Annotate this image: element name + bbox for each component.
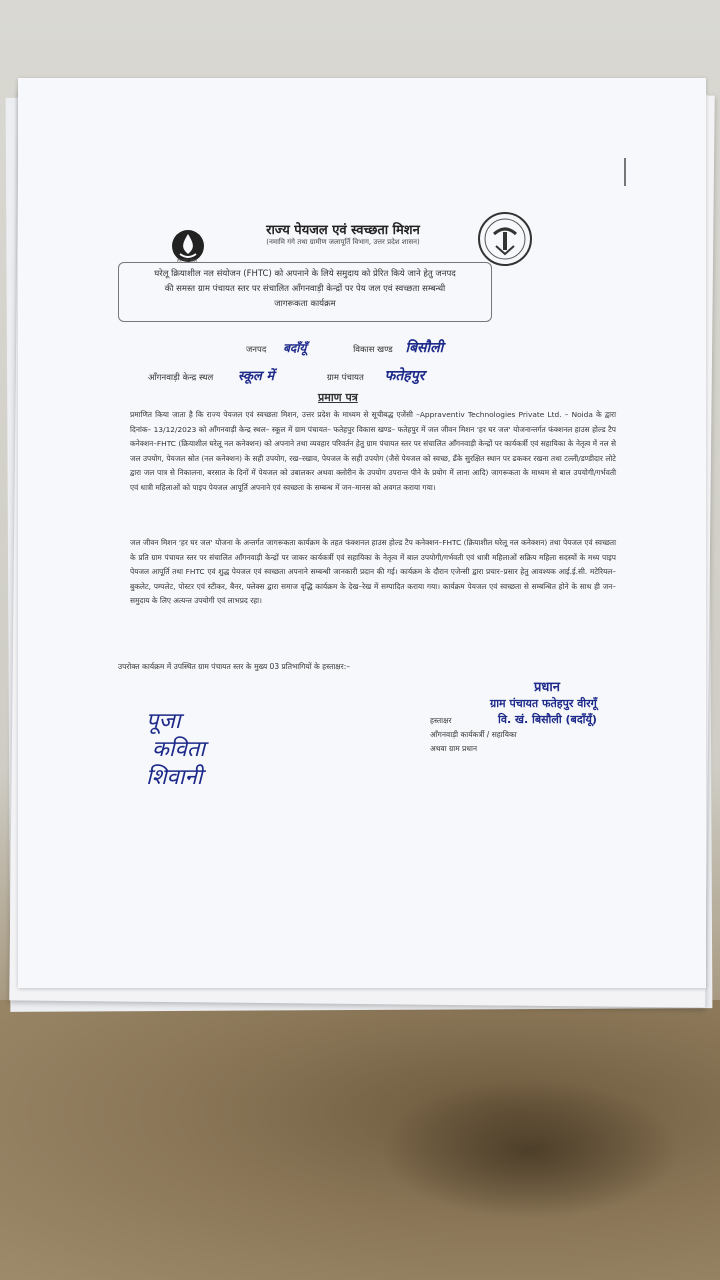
mission-subtitle: (नमामि गंगे तथा ग्रामीण जलापूर्ति विभाग, उत्तर प्रदेश शासन) bbox=[266, 238, 420, 246]
staple-icon bbox=[624, 158, 632, 186]
participant-signature: शिवानी bbox=[146, 765, 203, 790]
janpad-row bbox=[246, 338, 443, 357]
participant-signature: कविता bbox=[152, 737, 206, 762]
certificate-document bbox=[18, 78, 706, 988]
janpad-value: बदाँयूँ bbox=[283, 341, 307, 355]
up-government-emblem-icon bbox=[476, 210, 534, 268]
stamp-line-3: वि. खं. बिसौली (बदाँयूँ) bbox=[498, 713, 597, 726]
gram-panchayat-value: फतेहपुर bbox=[384, 368, 425, 384]
participant-signature: पूजा bbox=[146, 709, 181, 734]
certificate-paragraph-2: जल जीवन मिशन 'हर घर जल' योजना के अन्तर्गत जागरूकता कार्यक्रम के तहत फंक्शनल हाउस होल्ड टैप कनेक्शन–FHTC (क्रियाशील घरेलू नल कनेक्शन) तथा पेयजल एवं स्वच्छता के प्रति ग्राम पंचायत स्तर पर संचालित आँगनवाड़ी केन्द्रों पर जाकर कार्यकर्त्री एवं सहायिका के नेतृत्व में बाल उपयोगी/गर्भवती एवं धात्री महिलाओं सक्रिय महिला सदस्यों के मध्य पाइप पेयजल आपूर्ति तथा FHTC एवं शुद्ध पेयजल एवं स्वच्छता अपनाने सम्बन्धी जानकारी प्रदान की गई। कार्यक्रम के दौरान एजेन्सी द्वारा प्रचार–प्रसार हेतु आवश्यक आई.ई.सी. मटेरियल–बुकलेट, पम्पलेट, पोस्टर एवं स्टीकर, बैनर, फ्लेक्स द्वारा समाज वृद्धि कार्यक्रम के देख–रेख में सम्पादित कराया गया। कार्यक्रम पेयजल एवं स्वच्छता से सम्बन्धित होने के साथ ही जन–समुदाय के लिए अत्यन्त उपयोगी एवं लाभप्रद रहा। bbox=[130, 538, 616, 606]
logo-caption: हर घर जल bbox=[177, 258, 197, 264]
stamp-line-1: प्रधान bbox=[534, 680, 560, 695]
program-line-1: घरेलू क्रियाशील नल संयोजन (FHTC) को अपनाने के लिये समुदाय को प्रेरित किये जाने हेतु जनपद bbox=[154, 269, 456, 279]
soil-patch bbox=[380, 1080, 680, 1220]
signatory-label: आँगनवाड़ी कार्यकर्त्री / सहायिका bbox=[430, 730, 517, 739]
vikas-khand-label: विकास खण्ड bbox=[353, 345, 393, 355]
signatory-label: अथवा ग्राम प्रधान bbox=[430, 744, 478, 753]
participants-note: उपरोक्त कार्यक्रम में उपस्थित ग्राम पंचायत स्तर के मुख्य 03 प्रतिभागियों के हस्ताक्षर:– bbox=[118, 662, 351, 671]
janpad-label: जनपद bbox=[246, 345, 267, 355]
participant-signatures bbox=[146, 708, 205, 792]
ground-background bbox=[0, 1000, 720, 1280]
anganwadi-value: स्कूल में bbox=[237, 369, 275, 384]
anganwadi-label: आँगनवाड़ी केन्द्र स्थल bbox=[148, 373, 214, 383]
certificate-title: प्रमाण पत्र bbox=[318, 391, 358, 404]
program-line-3: जागरूकता कार्यक्रम bbox=[274, 299, 336, 309]
gram-panchayat-label: ग्राम पंचायत bbox=[326, 373, 364, 383]
mission-title: राज्य पेयजल एवं स्वच्छता मिशन bbox=[266, 223, 420, 238]
pradhan-stamp bbox=[474, 680, 597, 728]
program-description-box bbox=[118, 262, 492, 322]
anganwadi-row bbox=[148, 366, 424, 385]
vikas-khand-value: बिसौली bbox=[405, 340, 444, 356]
certificate-paragraph-1: प्रमाणित किया जाता है कि राज्य पेयजल एवं स्वच्छता मिशन, उत्तर प्रदेश के माध्यम से सूचीबद्ध एजेंसी –Appraventiv Technologies Private Ltd. – Noida के द्वारा दिनांक– 13/12/2023 को आँगनवाड़ी केन्द्र स्थल– स्कूल में ग्राम पंचायत– फतेहपुर विकास खण्ड– फतेहपुर में जल जीवन मिशन 'हर घर जल' योजनान्तर्गत फंक्शनल हाउस होल्ड टैप कनेक्शन–FHTC (क्रियाशील घरेलू नल कनेक्शन) को अपनाने तथा व्यवहार परिवर्तन हेतु ग्राम पंचायत स्तर पर संचालित आँगनवाड़ी केन्द्रों पर कार्यकर्त्री एवं सहायिका के नेतृत्व में नल से जल उपयोग, पेयजल स्रोत (नल कनेक्शन) के सही उपयोग, रख–रखाव, पेयजल के सही उपयोग (जैसे पेयजल को स्वच्छ, ढँके सुरक्षित स्थान पर ढककर रखना तथा टल्ली/डण्डीदार लोटे द्वारा जल पात्र से निकालना, बरसात के दिनों में पेयजल को उबालकर अथवा क्लोरीन के उपयोग उपरान्त पीने के प्रयोग में लाना आदि) जागरूकता के माध्यम से बाल उपयोगी/गर्भवती एवं धात्री महिलाओं को पाइप पेयजल आपूर्ति अपनाने एवं स्वच्छता के सम्बन्ध में जन–मानस को अवगत कराया गया। bbox=[130, 410, 616, 492]
program-line-2: की समस्त ग्राम पंचायत स्तर पर संचालित आँगनवाड़ी केन्द्रों पर पेय जल एवं स्वच्छता सम्बन्धी bbox=[164, 284, 446, 294]
signatory-label: हस्ताक्षर bbox=[430, 716, 452, 725]
stamp-line-2: ग्राम पंचायत फतेहपुर वीरगूँ bbox=[490, 697, 597, 710]
